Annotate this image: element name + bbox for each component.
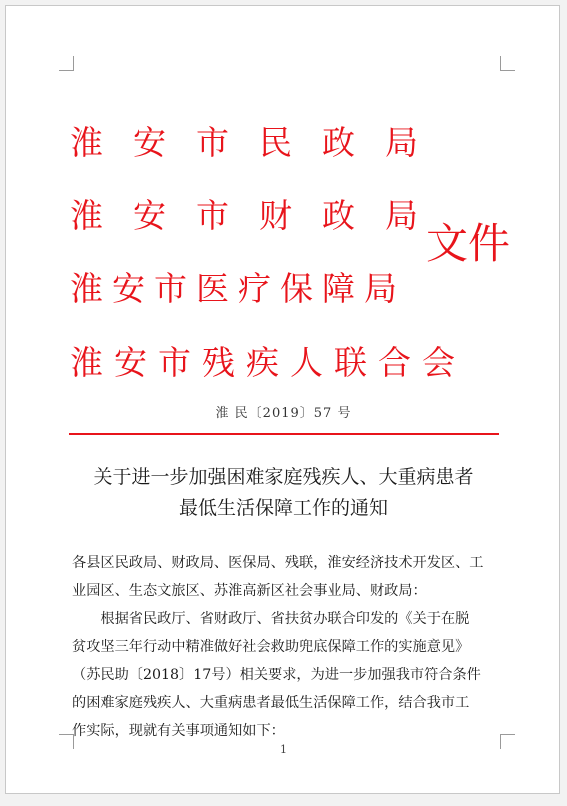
- document-title-line-2: 最低生活保障工作的通知: [178, 497, 388, 519]
- body-line: 贫攻坚三年行动中精准做好社会救助兜底保障工作的实施意见》: [72, 639, 470, 655]
- red-divider-line: [69, 433, 499, 435]
- crop-mark-top-right: [500, 56, 515, 71]
- body-line: （苏民助〔2018〕17号）相关要求，为进一步加强我市符合条件: [72, 667, 481, 683]
- body-line: 的困难家庭残疾人、大重病患者最低生活保障工作，结合我市工: [72, 695, 470, 711]
- document-type-label: 文件: [426, 219, 511, 268]
- body-line: 根据省民政厅、省财政厅、省扶贫办联合印发的《关于在脱: [72, 611, 470, 627]
- document-page: [5, 5, 560, 794]
- issuer-medical-security: 淮安市医疗保障局: [70, 269, 406, 308]
- issuer-disabled-federation: 淮安市残疾人联合会: [70, 343, 466, 382]
- body-line: 作实际，现就有关事项通知如下：: [72, 723, 285, 739]
- page-number: 1: [280, 743, 287, 756]
- document-title-line-1: 关于进一步加强困难家庭残疾人、大重病患者: [93, 466, 474, 488]
- issuer-finance: 淮安市财政局: [70, 196, 448, 235]
- body-line: 各县区民政局、财政局、医保局、残联，淮安经济技术开发区、工: [72, 555, 484, 571]
- body-line: 业园区、生态文旅区、苏淮高新区社会事业局、财政局：: [72, 583, 427, 599]
- document-number: 淮 民〔2019〕57 号: [215, 406, 352, 421]
- crop-mark-top-left: [59, 56, 74, 71]
- issuer-civil-affairs: 淮安市民政局: [70, 123, 448, 162]
